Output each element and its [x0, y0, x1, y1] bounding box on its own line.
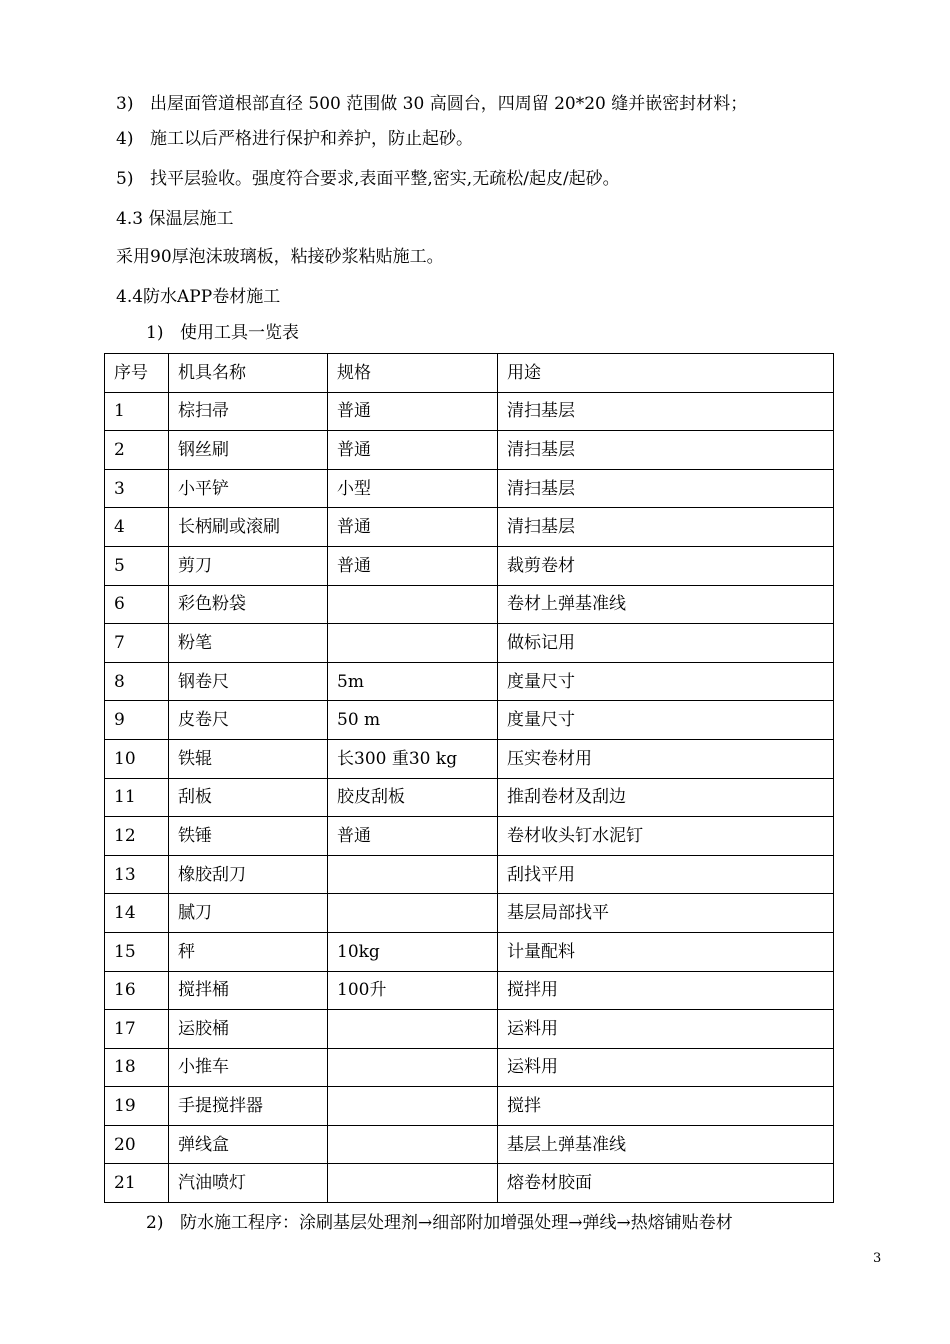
table-row	[105, 585, 834, 624]
table-row	[105, 932, 834, 971]
cell-usage: 熔卷材胶面	[498, 1164, 834, 1203]
cell-spec	[328, 624, 498, 663]
cell-usage: 搅拌	[498, 1087, 834, 1126]
cell-tool-name: 秤	[169, 932, 328, 971]
cell-index: 13	[105, 855, 169, 894]
table-row	[105, 508, 834, 547]
header-cell-tool-name: 机具名称	[169, 354, 328, 393]
cell-tool-name: 钢卷尺	[169, 662, 328, 701]
cell-index: 1	[105, 392, 169, 431]
list-number: 3)	[116, 94, 134, 114]
cell-tool-name: 搅拌桶	[169, 971, 328, 1010]
cell-usage: 搅拌用	[498, 971, 834, 1010]
cell-tool-name: 皮卷尺	[169, 701, 328, 740]
cell-usage: 清扫基层	[498, 508, 834, 547]
cell-index: 17	[105, 1010, 169, 1049]
list-item-5	[116, 167, 620, 191]
table-row	[105, 546, 834, 585]
cell-tool-name: 铁锤	[169, 817, 328, 856]
cell-tool-name: 汽油喷灯	[169, 1164, 328, 1203]
cell-spec: 普通	[328, 431, 498, 470]
cell-index: 8	[105, 662, 169, 701]
tools-table-body	[105, 392, 834, 1202]
table-row	[105, 855, 834, 894]
table-row	[105, 1087, 834, 1126]
cell-index: 19	[105, 1087, 169, 1126]
cell-usage: 清扫基层	[498, 392, 834, 431]
cell-spec: 普通	[328, 546, 498, 585]
cell-usage: 推刮卷材及刮边	[498, 778, 834, 817]
table-row	[105, 701, 834, 740]
subitem-1	[146, 321, 299, 345]
cell-tool-name: 长柄刷或滚刷	[169, 508, 328, 547]
cell-tool-name: 剪刀	[169, 546, 328, 585]
cell-index: 7	[105, 624, 169, 663]
subitem-number: 1)	[146, 323, 164, 343]
subitem-number: 2)	[146, 1213, 164, 1233]
cell-index: 20	[105, 1125, 169, 1164]
table-row	[105, 662, 834, 701]
cell-tool-name: 彩色粉袋	[169, 585, 328, 624]
list-number: 4)	[116, 129, 134, 149]
header-cell-index: 序号	[105, 354, 169, 393]
subitem-text: 防水施工程序：涂刷基层处理剂→细部附加增强处理→弹线→热熔铺贴卷材	[180, 1213, 733, 1233]
cell-index: 11	[105, 778, 169, 817]
cell-index: 6	[105, 585, 169, 624]
table-row	[105, 392, 834, 431]
cell-tool-name: 铁辊	[169, 739, 328, 778]
table-row	[105, 1164, 834, 1203]
cell-spec: 普通	[328, 817, 498, 856]
cell-index: 15	[105, 932, 169, 971]
list-item-4	[116, 127, 473, 151]
cell-usage: 刮找平用	[498, 855, 834, 894]
tools-table-header	[105, 354, 834, 393]
cell-usage: 压实卷材用	[498, 739, 834, 778]
cell-spec	[328, 1125, 498, 1164]
cell-spec	[328, 1010, 498, 1049]
cell-index: 4	[105, 508, 169, 547]
cell-usage: 运料用	[498, 1048, 834, 1087]
section-4-3-heading: 4.3 保温层施工	[116, 209, 234, 229]
cell-tool-name: 粉笔	[169, 624, 328, 663]
cell-usage: 度量尺寸	[498, 662, 834, 701]
cell-usage: 卷材收头钉水泥钉	[498, 817, 834, 856]
cell-index: 2	[105, 431, 169, 470]
table-row	[105, 1048, 834, 1087]
cell-spec	[328, 1048, 498, 1087]
cell-usage: 清扫基层	[498, 431, 834, 470]
cell-spec	[328, 1087, 498, 1126]
cell-index: 18	[105, 1048, 169, 1087]
table-row	[105, 817, 834, 856]
cell-spec	[328, 585, 498, 624]
cell-tool-name: 腻刀	[169, 894, 328, 933]
table-row	[105, 971, 834, 1010]
page-number: 3	[873, 1251, 882, 1266]
cell-usage: 裁剪卷材	[498, 546, 834, 585]
cell-usage: 计量配料	[498, 932, 834, 971]
cell-spec	[328, 855, 498, 894]
section-4-3-body: 采用90厚泡沫玻璃板，粘接砂浆粘贴施工。	[116, 247, 444, 267]
subitem-2	[146, 1211, 733, 1235]
list-item-3	[116, 92, 747, 116]
cell-index: 5	[105, 546, 169, 585]
cell-tool-name: 小推车	[169, 1048, 328, 1087]
table-row	[105, 739, 834, 778]
cell-index: 9	[105, 701, 169, 740]
list-text: 找平层验收。强度符合要求,表面平整,密实,无疏松/起皮/起砂。	[150, 169, 620, 189]
cell-tool-name: 弹线盒	[169, 1125, 328, 1164]
cell-spec: 长300 重30 kg	[328, 739, 498, 778]
table-row	[105, 624, 834, 663]
cell-spec	[328, 894, 498, 933]
tools-table	[104, 353, 834, 1203]
cell-index: 14	[105, 894, 169, 933]
cell-tool-name: 刮板	[169, 778, 328, 817]
table-row	[105, 1010, 834, 1049]
table-row	[105, 1125, 834, 1164]
table-row	[105, 469, 834, 508]
cell-usage: 基层上弹基准线	[498, 1125, 834, 1164]
cell-spec: 普通	[328, 392, 498, 431]
cell-tool-name: 运胶桶	[169, 1010, 328, 1049]
subitem-text: 使用工具一览表	[180, 323, 299, 343]
cell-index: 3	[105, 469, 169, 508]
cell-index: 10	[105, 739, 169, 778]
list-text: 施工以后严格进行保护和养护，防止起砂。	[150, 129, 473, 149]
cell-spec: 5m	[328, 662, 498, 701]
table-row	[105, 431, 834, 470]
table-row	[105, 778, 834, 817]
cell-usage: 做标记用	[498, 624, 834, 663]
cell-usage: 清扫基层	[498, 469, 834, 508]
header-cell-spec: 规格	[328, 354, 498, 393]
cell-usage: 卷材上弹基准线	[498, 585, 834, 624]
cell-spec: 10kg	[328, 932, 498, 971]
cell-spec	[328, 1164, 498, 1203]
cell-tool-name: 橡胶刮刀	[169, 855, 328, 894]
cell-spec: 普通	[328, 508, 498, 547]
cell-tool-name: 棕扫帚	[169, 392, 328, 431]
cell-index: 21	[105, 1164, 169, 1203]
list-number: 5)	[116, 169, 134, 189]
cell-tool-name: 手提搅拌器	[169, 1087, 328, 1126]
header-cell-usage: 用途	[498, 354, 834, 393]
cell-index: 12	[105, 817, 169, 856]
cell-spec: 胶皮刮板	[328, 778, 498, 817]
cell-spec: 50 m	[328, 701, 498, 740]
table-header-row	[105, 354, 834, 393]
cell-usage: 基层局部找平	[498, 894, 834, 933]
table-row	[105, 894, 834, 933]
cell-tool-name: 小平铲	[169, 469, 328, 508]
cell-usage: 度量尺寸	[498, 701, 834, 740]
cell-tool-name: 钢丝刷	[169, 431, 328, 470]
list-text: 出屋面管道根部直径 500 范围做 30 高圆台，四周留 20*20 缝并嵌密封材料；	[150, 94, 748, 114]
section-4-4-heading: 4.4防水APP卷材施工	[116, 287, 281, 307]
cell-usage: 运料用	[498, 1010, 834, 1049]
cell-spec: 100升	[328, 971, 498, 1010]
cell-spec: 小型	[328, 469, 498, 508]
cell-index: 16	[105, 971, 169, 1010]
